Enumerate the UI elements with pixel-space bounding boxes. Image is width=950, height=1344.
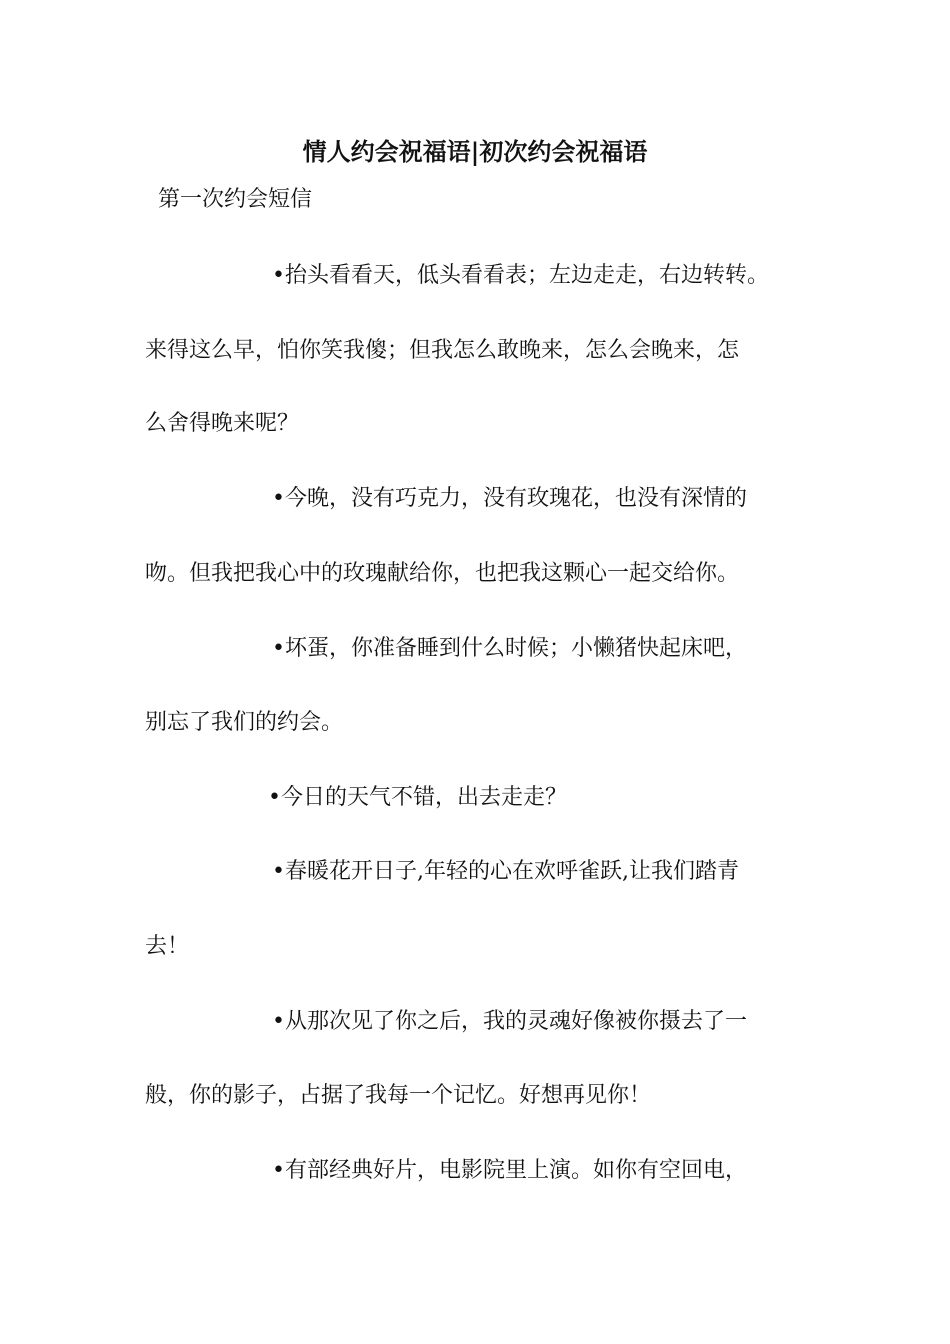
paragraph-line: •抬头看看天，低头看看表；左边走走，右边转转。: [272, 263, 769, 288]
document-subtitle: 第一次约会短信: [158, 187, 313, 212]
paragraph-line: •春暖花开日子,年轻的心在欢呼雀跃,让我们踏青: [272, 859, 739, 884]
paragraph-line: 去！: [145, 934, 190, 959]
paragraph-line: •从那次见了你之后，我的灵魂好像被你摄去了一: [272, 1009, 747, 1034]
document-title: 情人约会祝福语|初次约会祝福语: [302, 137, 648, 166]
paragraph-line: 么舍得晚来呢？: [145, 411, 300, 436]
paragraph-line: 别忘了我们的约会。: [145, 710, 344, 735]
paragraph-line: •今日的天气不错，出去走走？: [268, 785, 567, 810]
paragraph-line: 来得这么早，怕你笑我傻；但我怎么敢晚来，怎么会晚来，怎: [145, 338, 740, 363]
paragraph-line: 般，你的影子，占据了我每一个记忆。好想再见你！: [145, 1083, 652, 1108]
paragraph-line: •今晚，没有巧克力，没有玫瑰花，也没有深情的: [272, 486, 747, 511]
paragraph-line: 吻。但我把我心中的玫瑰献给你，也把我这颗心一起交给你。: [145, 561, 740, 586]
paragraph-line: •有部经典好片，电影院里上演。如你有空回电，: [272, 1158, 747, 1183]
paragraph-line: •坏蛋，你准备睡到什么时候；小懒猪快起床吧，: [272, 636, 747, 661]
